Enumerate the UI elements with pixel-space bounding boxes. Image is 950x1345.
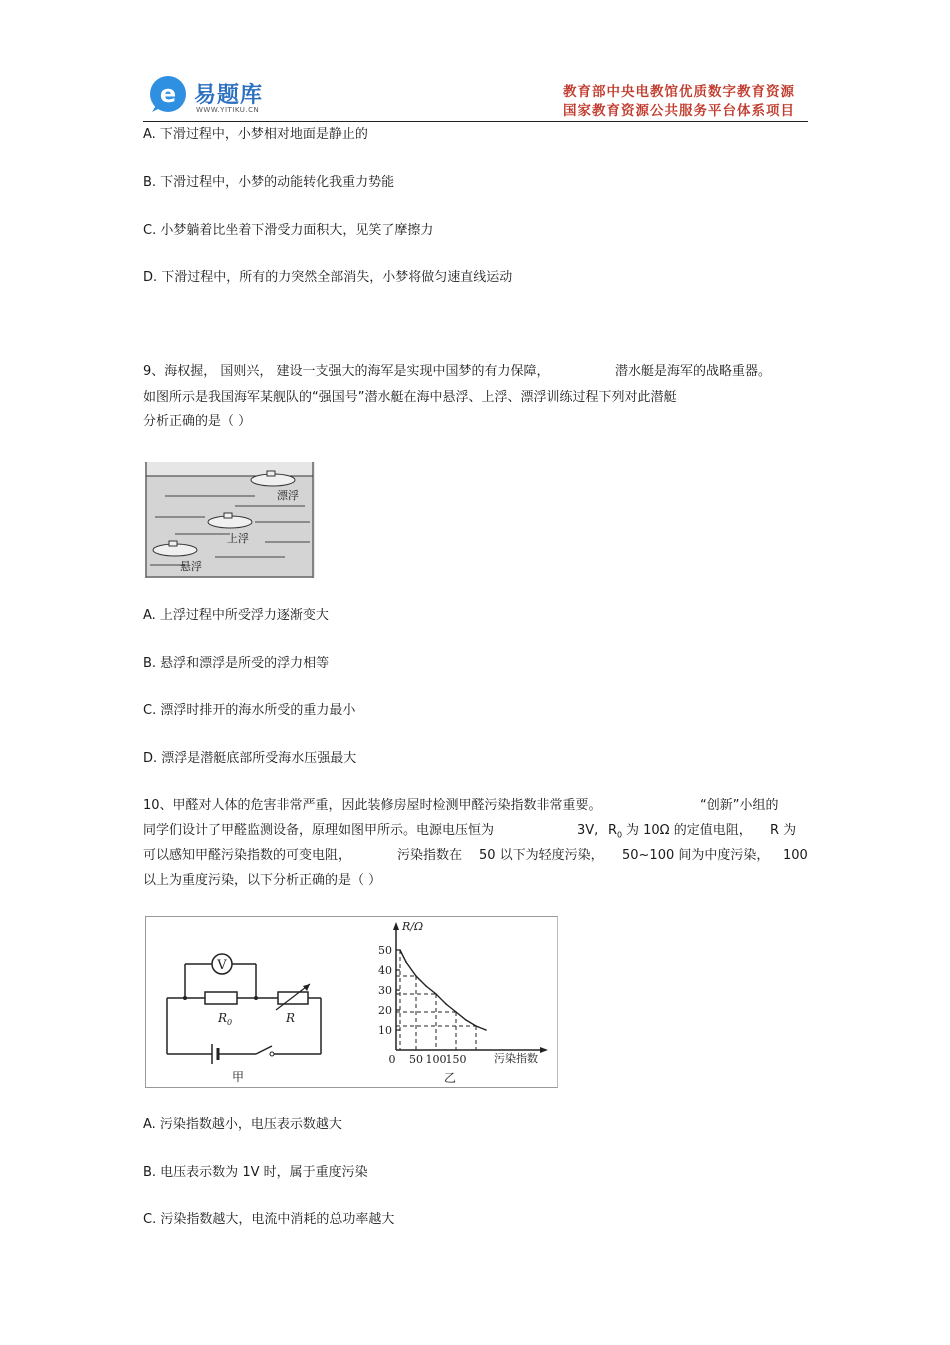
q9-option-d: D. 漂浮是潜艇底部所受海水压强最大 <box>143 751 357 766</box>
q10-option-c: C. 污染指数越大，电流中消耗的总功率越大 <box>143 1212 395 1227</box>
resistor-r0 <box>205 992 237 1004</box>
curve-point-3 <box>425 985 427 987</box>
header <box>0 0 950 130</box>
header-right-line1: 教育部中央电教馆优质数字教育资源 <box>563 84 795 100</box>
y-tick-label-20: 20 <box>378 1004 392 1017</box>
curve-point-8 <box>475 1025 477 1027</box>
curve-point-1 <box>405 961 407 963</box>
q9-option-b: B. 悬浮和漂浮是所受的浮力相等 <box>143 656 330 671</box>
x-tick-label-150: 150 <box>445 1053 467 1066</box>
logo-icon <box>148 74 190 114</box>
curve-line <box>400 950 486 1030</box>
q10-option-b: B. 电压表示数为 1V 时，属于重度污染 <box>143 1165 368 1180</box>
logo-text: 易题库 <box>194 83 264 108</box>
svg-text:漂浮: 漂浮 <box>277 489 299 502</box>
q9-line1a: 9、海权握， 国则兴， 建设一支强大的海军是实现中国梦的有力保障， <box>143 364 550 379</box>
curve-point-2 <box>415 975 417 977</box>
q8-option-a: A. 下滑过程中，小梦相对地面是静止的 <box>143 127 368 142</box>
header-right-line2: 国家教育资源公共服务平台体系项目 <box>563 103 795 119</box>
curve-point-5 <box>445 1003 447 1005</box>
q10-line2a: 同学们设计了甲醛监测设备，原理如图甲所示。电源电压恒为 <box>143 823 495 838</box>
q10-line3b: 污染指数在 <box>397 848 463 863</box>
x-tick-label-100: 100 <box>425 1053 447 1066</box>
circuit-diagram <box>160 946 330 1086</box>
q9-line2: 如图所示是我国海军某舰队的“强国号”潜水艇在海中悬浮、上浮、漂浮训练过程下列对此潜艇 <box>143 390 677 405</box>
q10-line4: 以上为重度污染，以下分析正确的是（ ） <box>143 873 382 888</box>
curve-point-6 <box>455 1011 457 1013</box>
resistance-graph <box>360 916 556 1086</box>
x-tick-label-0: 0 <box>388 1053 396 1066</box>
svg-text:上浮: 上浮 <box>227 532 249 545</box>
curve-point-7 <box>465 1019 467 1021</box>
q8-option-d: D. 下滑过程中，所有的力突然全部消失，小梦将做匀速直线运动 <box>143 270 513 285</box>
q10-line3d: 50~100 间为中度污染， <box>622 848 770 863</box>
q10-line3e: 100 <box>783 848 808 863</box>
logo-url: WWW.YITIKU.CN <box>196 106 260 114</box>
q8-option-b: B. 下滑过程中，小梦的动能转化我重力势能 <box>143 175 395 190</box>
svg-text:V: V <box>217 958 227 973</box>
y-tick-label-30: 30 <box>378 984 392 997</box>
x-tick-label-50: 50 <box>409 1053 423 1066</box>
curve-point-4 <box>435 993 437 995</box>
q9-line3: 分析正确的是（ ） <box>143 414 252 429</box>
y-tick-label-50: 50 <box>378 944 392 957</box>
q9-option-a: A. 上浮过程中所受浮力逐渐变大 <box>143 608 329 623</box>
q10-line2c: $R_0$ <box>608 823 623 840</box>
submarine-figure <box>145 462 315 578</box>
y-tick-label-40: 40 <box>378 964 392 977</box>
svg-text:悬浮: 悬浮 <box>180 560 202 573</box>
graph-caption: 乙 <box>444 1071 457 1085</box>
switch-icon <box>270 1052 274 1056</box>
graph-ylabel: R/Ω <box>402 920 424 933</box>
svg-text:R0: $R_0$ <box>218 1011 233 1027</box>
svg-text:甲: 甲 <box>232 1070 245 1084</box>
q10-line1b: “创新”小组的 <box>700 798 779 813</box>
curve-point-9 <box>485 1029 487 1031</box>
q9-option-c: C. 漂浮时排开的海水所受的重力最小 <box>143 703 356 718</box>
header-rule <box>143 121 808 122</box>
q10-line2e: R 为 <box>770 823 797 838</box>
q9-line1b: 潜水艇是海军的战略重器。 <box>615 364 772 379</box>
q10-line2b: 3V, <box>577 823 599 838</box>
y-tick-label-10: 10 <box>378 1024 392 1037</box>
svg-text:R: R <box>286 1011 296 1025</box>
svg-text:e: e <box>159 80 177 108</box>
graph-xlabel: 污染指数 <box>494 1052 538 1065</box>
q10-line1a: 10、甲醛对人体的危害非常严重，因此装修房屋时检测甲醛污染指数非常重要。 <box>143 798 602 813</box>
curve-point-0 <box>399 949 401 951</box>
q10-line3c: 50 以下为轻度污染， <box>479 848 604 863</box>
q10-line2d: 为 10Ω 的定值电阻， <box>626 823 752 838</box>
q10-option-a: A. 污染指数越小，电压表示数越大 <box>143 1117 342 1132</box>
q10-line3a: 可以感知甲醛污染指数的可变电阻， <box>143 848 352 863</box>
variable-resistor-r <box>278 992 308 1004</box>
q8-option-c: C. 小梦躺着比坐着下滑受力面积大，见笑了摩擦力 <box>143 223 434 238</box>
